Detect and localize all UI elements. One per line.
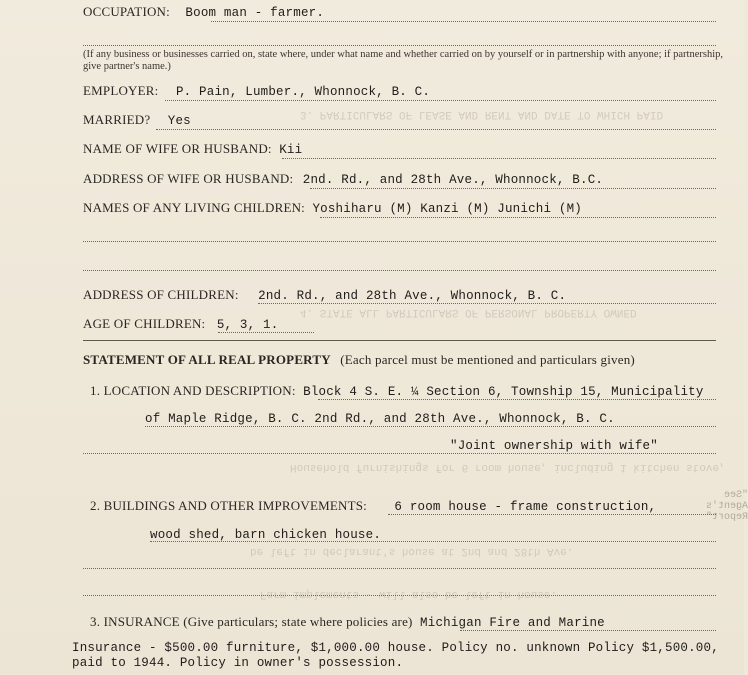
property-note: (Each parcel must be mentioned and particulars given) xyxy=(340,352,635,367)
bleed-through-text: Household furnishings for 6 room house, including 1 kitchen stove, xyxy=(290,461,726,473)
dotted-line xyxy=(211,21,716,22)
buildings-value-line-1: 6 room house - frame construction, xyxy=(394,500,657,514)
dotted-line xyxy=(150,541,716,542)
location-line-2 xyxy=(145,410,716,426)
spouse-name-label: NAME OF WIFE OR HUSBAND: xyxy=(83,141,272,156)
insurance-line-2 xyxy=(72,639,719,655)
children-names-row xyxy=(83,200,716,216)
location-line-3 xyxy=(450,437,716,453)
buildings-label: 2. BUILDINGS AND OTHER IMPROVEMENTS: xyxy=(90,498,367,513)
dotted-line xyxy=(218,332,314,333)
married-label: MARRIED? xyxy=(83,112,151,127)
dotted-line xyxy=(318,399,716,400)
employer-label: EMPLOYER: xyxy=(83,83,159,98)
dotted-line xyxy=(282,158,716,159)
occupation-row xyxy=(83,4,716,20)
spouse-address-value: 2nd. Rd., and 28th Ave., Whonnock, B.C. xyxy=(302,173,604,187)
insurance-row xyxy=(90,614,716,630)
children-age-label: AGE OF CHILDREN: xyxy=(83,316,206,331)
dotted-line xyxy=(83,270,716,271)
children-age-value: 5, 3, 1. xyxy=(216,318,279,332)
employer-row xyxy=(83,83,716,99)
margin-note-line: Report" xyxy=(706,512,748,523)
spouse-name-row xyxy=(83,141,716,157)
dotted-line xyxy=(388,514,716,515)
section-divider xyxy=(83,340,716,341)
children-address-row xyxy=(83,287,716,303)
children-address-label: ADDRESS OF CHILDREN: xyxy=(83,287,239,302)
bleed-through-text: be left in declarant's house at 2nd and 28th Ave. xyxy=(250,545,574,557)
dotted-line xyxy=(320,217,716,218)
property-heading-row xyxy=(83,352,716,368)
location-row xyxy=(90,383,716,399)
insurance-value-line-2: Insurance - $500.00 furniture, $1,000.00 house. Policy no. unknown Policy $1,500.00, xyxy=(72,641,719,655)
location-value-line-1: Block 4 S. E. ¼ Section 6, Township 15, Municipality xyxy=(303,385,704,399)
insurance-value-line-3: paid to 1944. Policy in owner's possession. xyxy=(72,656,404,670)
dotted-line xyxy=(83,241,716,242)
margin-note-line: Agent's xyxy=(706,501,748,512)
occupation-value: Boom man - farmer. xyxy=(185,6,325,20)
buildings-value-line-2: wood shed, barn chicken house. xyxy=(150,528,382,542)
dotted-line xyxy=(310,188,716,189)
margin-note-line: "See xyxy=(724,490,748,501)
dotted-line xyxy=(83,568,716,569)
children-age-row xyxy=(83,316,716,332)
dotted-line xyxy=(156,129,716,130)
spouse-name-value: Kii xyxy=(279,143,303,157)
married-value: Yes xyxy=(167,114,191,128)
business-note: (If any business or businesses carried on, state where, under what name and whether carried on by yourself or in partnership with anyone; if partnership, give partner's name.) xyxy=(83,49,724,72)
spouse-address-label: ADDRESS OF WIFE OR HUSBAND: xyxy=(83,171,294,186)
spouse-address-row xyxy=(83,171,716,187)
employer-value: P. Pain, Lumber., Whonnock, B. C. xyxy=(175,85,431,99)
insurance-label: 3. INSURANCE (Give particulars; state where policies are) xyxy=(90,614,413,629)
occupation-label: OCCUPATION: xyxy=(83,4,170,19)
location-value-line-3: "Joint ownership with wife" xyxy=(450,439,658,453)
insurance-line-3 xyxy=(72,654,716,670)
property-heading: STATEMENT OF ALL REAL PROPERTY xyxy=(83,352,331,367)
dotted-line xyxy=(83,45,716,46)
bleed-through-text: Farm implements - will also be left in house. xyxy=(260,588,558,600)
dotted-line xyxy=(258,303,716,304)
children-names-value: Yoshiharu (M) Kanzi (M) Junichi (M) xyxy=(312,202,582,216)
dotted-line xyxy=(83,453,716,454)
location-label: 1. LOCATION AND DESCRIPTION: xyxy=(90,383,296,398)
children-names-label: NAMES OF ANY LIVING CHILDREN: xyxy=(83,200,305,215)
married-row xyxy=(83,112,716,128)
dotted-line xyxy=(165,100,716,101)
bleed-through-text: 4. STATE ALL PARTICULARS OF PERSONAL PROPERTY OWNED xyxy=(300,306,637,318)
buildings-row xyxy=(90,498,716,514)
dotted-line xyxy=(460,630,716,631)
buildings-line-2 xyxy=(150,526,716,542)
children-address-value: 2nd. Rd., and 28th Ave., Whonnock, B. C. xyxy=(258,289,567,303)
dotted-line xyxy=(83,595,716,596)
bleed-through-text: 3. PARTICULARS OF LEASE AND RENT AND DATE TO WHICH PAID xyxy=(300,108,664,120)
location-value-line-2: of Maple Ridge, B. C. 2nd Rd., and 28th Ave., Whonnock, B. C. xyxy=(145,412,615,426)
dotted-line xyxy=(145,426,716,427)
insurance-value-line-1: Michigan Fire and Marine xyxy=(420,616,605,630)
